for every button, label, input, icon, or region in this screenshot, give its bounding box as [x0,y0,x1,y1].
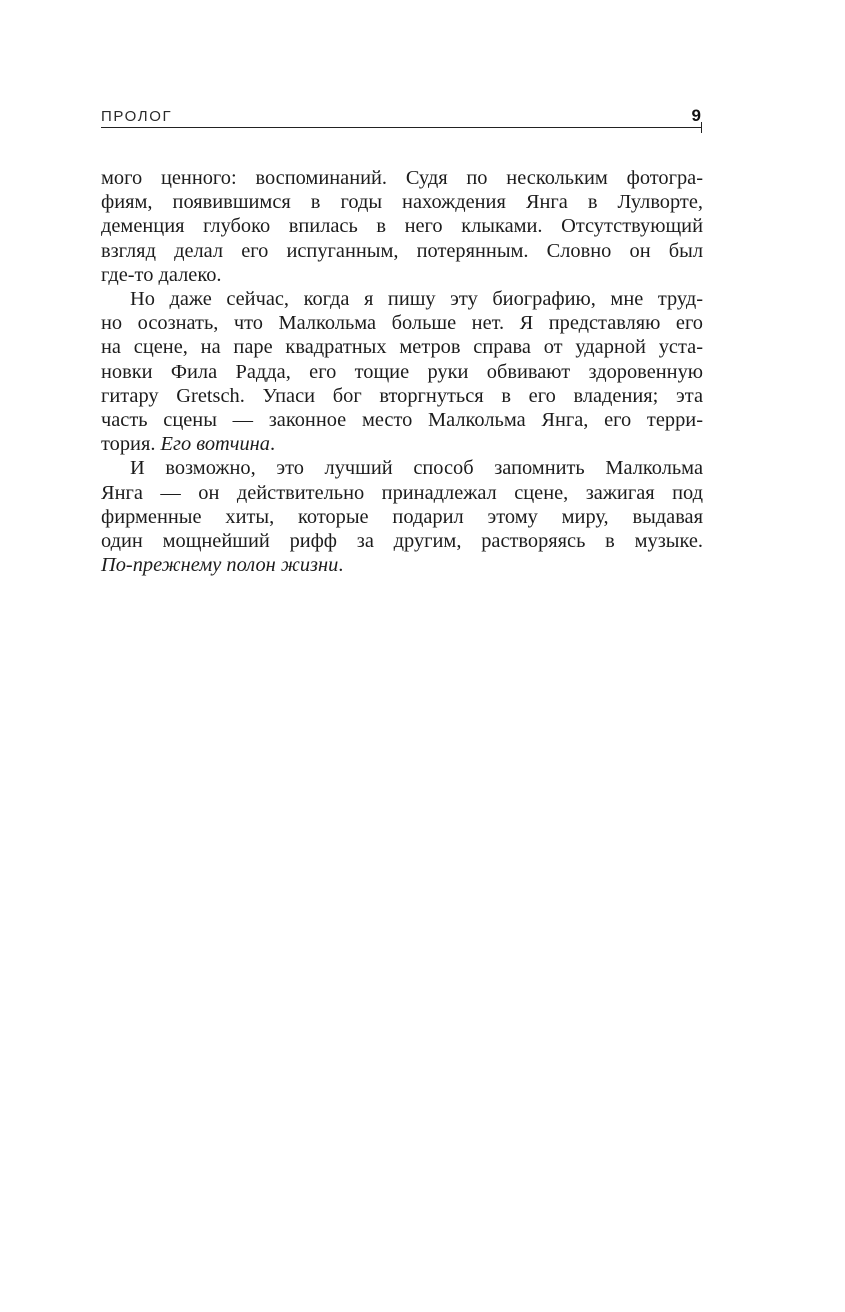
text-line: Но даже сейчас, когда я пишу эту биографию, мне труд- [130,288,703,311]
text-line: фиям, появившимся в годы нахождения Янга в Лулворте, [101,191,703,214]
paragraph [101,166,703,287]
header-rule [101,127,701,128]
page-number: 9 [691,106,701,125]
text-line: часть сцены — законное место Малкольма Янга, его терри- [101,409,703,432]
text-line: мого ценного: воспоминаний. Судя по нескольким фотогра- [101,167,703,189]
text-line: фирменные хиты, которые подарил этому миру, выдавая [101,505,703,528]
text-line: Янга — он действительно принадлежал сцене, зажигая под [101,481,703,504]
italic-emphasis: По-прежнему полон жизни [101,554,339,577]
section-title: ПРОЛОГ [101,108,173,125]
text-run: тория. [101,433,161,456]
text-line: но осознать, что Малкольма больше нет. Я представляю его [101,312,703,335]
text-line: гитару Gretsch. Упаси бог вторгнуться в его владения; эта [101,384,703,407]
text-run: . [269,433,276,456]
text-line: деменция глубоко впилась в него клыками. Отсутствующий [101,215,703,238]
text-line: взгляд делал его испуганным, потерянным. Словно он был [101,239,703,262]
text-line: И возможно, это лучший способ запомнить Малкольма [130,457,703,480]
paragraph [101,456,703,577]
text-run: . [338,554,344,577]
text-line: на сцене, на паре квадратных метров справа от ударной уста- [101,336,703,359]
text-line [101,432,703,456]
paragraph [101,287,703,456]
text-line: один мощнейший рифф за другим, растворяясь в музыке. [101,530,703,553]
running-head [101,106,705,130]
header-rule-tick [701,122,702,133]
italic-emphasis: Его вотчина [160,433,270,456]
text-line [101,553,703,577]
text-line: где-то далеко. [101,263,222,286]
body-text [101,166,703,577]
text-line: новки Фила Радда, его тощие руки обвивают здоровенную [101,360,703,383]
